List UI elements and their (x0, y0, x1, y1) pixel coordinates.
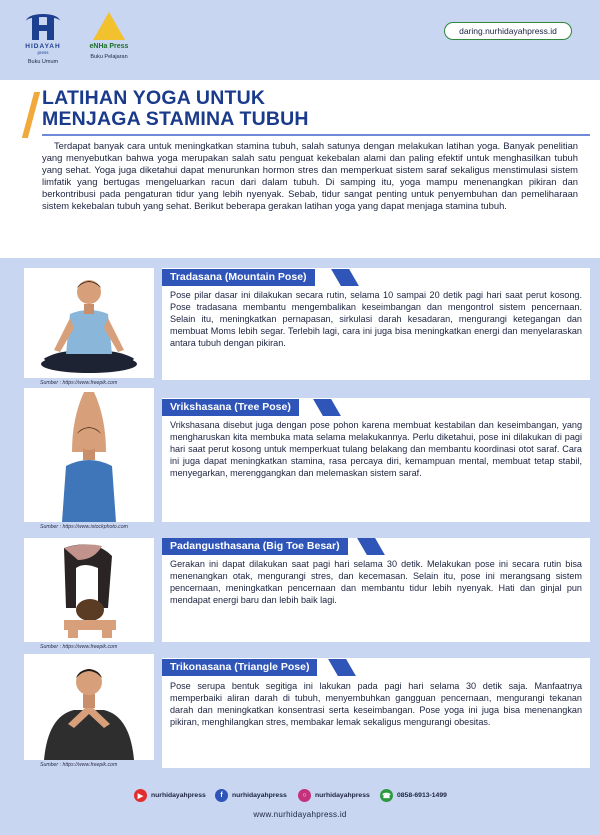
tradasana-title: Tradasana (Mountain Pose) (162, 269, 315, 286)
footer-facebook[interactable] (215, 789, 287, 802)
hidayah-logo (18, 14, 68, 65)
website-url-pill[interactable]: daring.nurhidayahpress.id (444, 22, 572, 40)
trikonasana-credit: Sumber : https://www.freepik.com (40, 762, 118, 768)
enha-logo-icon (93, 12, 125, 40)
tradasana-image (24, 268, 154, 378)
whatsapp-icon: ☎ (380, 789, 393, 802)
enha-logo-name: eNHa Press (89, 43, 129, 50)
vrikshasana-image (24, 388, 154, 522)
tradasana-credit: Sumber : https://www.freepik.com (40, 380, 118, 386)
footer-whatsapp[interactable] (380, 789, 447, 802)
hidayah-logo-icon (26, 14, 60, 42)
vrikshasana-title: Vrikshasana (Tree Pose) (162, 399, 299, 416)
hidayah-logo-sub: press (37, 50, 49, 55)
vrikshasana-credit: Sumber : https://www.istockphoto.com (40, 524, 128, 530)
trikonasana-title: Trikonasana (Triangle Pose) (162, 659, 317, 676)
page-title (42, 88, 309, 130)
intro-paragraph: Terdapat banyak cara untuk meningkatkan stamina tubuh, salah satunya dengan melakukan latihan yoga. Banyak penelitian yang menyebutkan bahwa yoga merupakan salah satu penguat kekebalan alami dan paling efektif untuk menghasilkan tubuh yang sehat. Yoga juga diketahui dapat menurunkan hormon stres dan memperkuat sistem saraf sekaligus menstimulasi sistem limfatik yang bertugas mengeluarkan racun dari dalam tubuh. Di samping itu, yoga mampu menenangkan pikiran dan berkontribusi pada pengaturan tidur yang lebih nyenyak. Sebab, tidur sangat penting untuk penyembuhan dan pemeliharaan sistem kekebalan tubuh yang sehat. Berikut beberapa gerakan latihan yoga yang dapat menjaga stamina tubuh. (42, 140, 578, 212)
enha-logo (84, 12, 134, 60)
hidayah-logo-name: HIDAYAH (25, 43, 61, 50)
footer-youtube-label: nurhidayahpress (151, 792, 206, 799)
page-title-line1: LATIHAN YOGA UNTUK (42, 87, 266, 109)
hidayah-logo-caption: Buku Umum (27, 59, 59, 65)
footer-facebook-label: nurhidayahpress (232, 792, 287, 799)
footer-website[interactable]: www.nurhidayahpress.id (253, 810, 347, 819)
padangusthasana-credit: Sumber : https://www.freepik.com (40, 644, 118, 650)
page-title-line2: MENJAGA STAMINA TUBUH (42, 108, 309, 130)
title-underline (42, 134, 590, 136)
youtube-icon: ▶ (134, 789, 147, 802)
padangusthasana-body: Gerakan ini dapat dilakukan saat pagi hari selama 30 detik. Melakukan pose ini secara rutin bisa menenangkan otak, mengurangi stres, dan kecemasan. Selain itu, pose ini merangsang sistem pencernaan, meningkatkan pencernaan dan membantu tidur lebih nyenyak. Hati dan ginjal pun mendapat energi baru dan lebih baik lagi. (170, 559, 582, 605)
padangusthasana-image (24, 538, 154, 642)
footer-youtube[interactable] (134, 789, 206, 802)
instagram-icon: ○ (298, 789, 311, 802)
footer-instagram[interactable] (298, 789, 370, 802)
padangusthasana-title: Padangusthasana (Big Toe Besar) (162, 538, 348, 555)
tradasana-body: Pose pilar dasar ini dilakukan secara rutin, selama 10 sampai 20 detik pagi hari saat perut kosong. Pose tradasana membantu mengembalikan keseimbangan dan mengontrol sistem pencernaan. Selain itu, meningkatkan pernapasan, sirkulasi darah kesadaran, mengurangi ketegangan dan membuat Moms lebih segar. Terlebih lagi, cara ini juga bisa meningkatkan energi dan menyelaraskan antara tubuh dengan pikiran. (170, 290, 582, 348)
footer-instagram-label: nurhidayahpress (315, 792, 370, 799)
enha-logo-caption: Buku Pelajaran (90, 54, 128, 60)
vrikshasana-body: Vrikshasana disebut juga dengan pose pohon karena membuat kestabilan dan keseimbangan, yang mengharuskan kita membuka mata selama melakukannya. Perlu diketahui, pose ini dilakukan di pagi hari saat perut kosong untuk memperkuat tulang belakang dan membantu koordinasi otot saraf. Cara ini juga dapat meningkatkan stamina, rasa percaya diri, kemampuan mental, membuat tetap stabil, menyegarkan, merenggangkan dan melemaskan sistem saraf. (170, 420, 582, 478)
footer-whatsapp-label: 0858-6913-1499 (397, 792, 447, 799)
trikonasana-image (24, 654, 154, 760)
facebook-icon: f (215, 789, 228, 802)
trikonasana-body: Pose serupa bentuk segitiga ini lakukan pada pagi hari selama 30 detik saja. Manfaatnya memperbaiki aliran darah di tubuh, menyembuhkan gangguan pencernaan, mengurangi tekanan darah dan meningkatkan konsentrasi serta keseimbangan. Pose yoga ini juga bisa menenangkan pikiran, menghilangkan stres, membakar lemak sekaligus mengurangi obesitas. (170, 681, 582, 727)
